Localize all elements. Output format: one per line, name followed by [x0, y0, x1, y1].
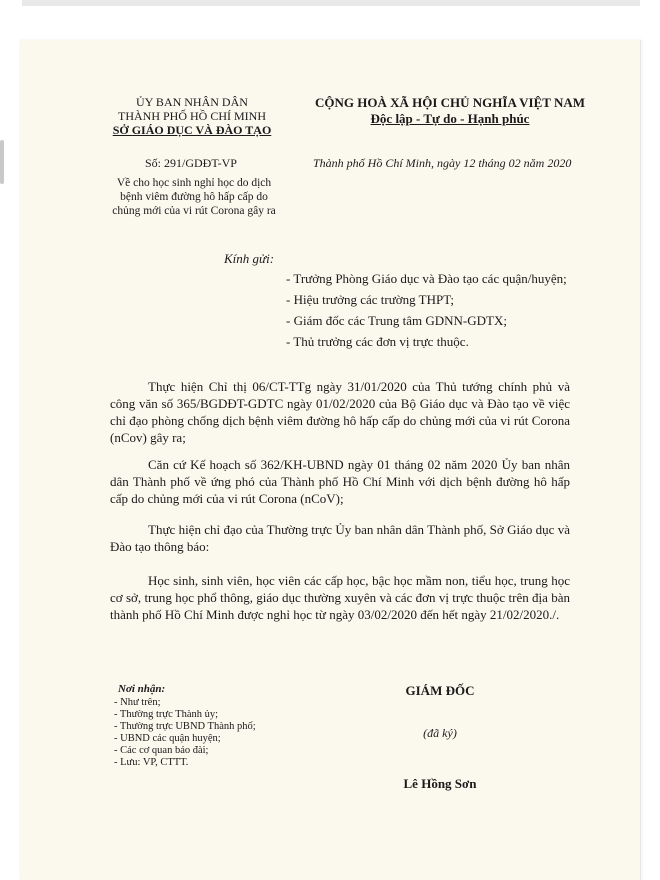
noi-nhan-item: - Thường trực Thành ủy; — [114, 709, 219, 720]
authority-line-1: ỦY BAN NHÂN DÂN — [136, 95, 248, 109]
noi-nhan-item: - Như trên; — [114, 697, 161, 708]
issuing-authority-block — [108, 95, 276, 137]
national-motto-block — [300, 95, 600, 127]
subject-line-2: bệnh viêm đường hô hấp cấp do — [120, 191, 268, 203]
signature-status: (đã ký) — [423, 726, 457, 740]
noi-nhan-item: - Lưu: VP, CTTT. — [114, 757, 189, 768]
subject-line-3: chủng mới của vi rút Corona gây ra — [112, 205, 276, 217]
body-paragraph-2: Căn cứ Kế hoạch số 362/KH-UBND ngày 01 tháng 02 năm 2020 Ủy ban nhân dân Thành phố về ứng phó của Thành phố Hồ Chí Minh với dịch bệnh đường hô hấp cấp do chủng mới của vi rút Corona (nCoV); — [110, 457, 570, 506]
recipient-item: - Hiệu trưởng các trường THPT; — [286, 292, 455, 307]
recipient-item: - Giám đốc các Trung tâm GDNN-GDTX; — [286, 313, 507, 328]
noi-nhan-item: - Thường trực UBND Thành phố; — [114, 721, 256, 732]
department-name: SỞ GIÁO DỤC VÀ ĐÀO TẠO — [112, 123, 272, 137]
document-subject — [102, 176, 286, 218]
national-motto: Độc lập - Tự do - Hạnh phúc — [370, 111, 530, 126]
page-edge-line — [640, 40, 641, 880]
recipients-heading: Kính gửi: — [224, 251, 275, 266]
recipients-list — [286, 268, 636, 352]
national-title: CỘNG HOÀ XÃ HỘI CHỦ NGHĨA VIỆT NAM — [314, 95, 586, 110]
authority-line-2: THÀNH PHỐ HỒ CHÍ MINH — [118, 109, 266, 123]
document-number: Số: 291/GDĐT-VP — [145, 156, 237, 170]
body-paragraph-4: Học sinh, sinh viên, học viên các cấp học, bậc học mầm non, tiểu học, trung học cơ sở, trung học phổ thông, giáo dục thường xuyên và các đơn vị trực thuộc trên địa bàn thành phố Hồ Chí Minh được nghỉ học từ ngày 03/02/2020 đến hết ngày 21/02/2020./. — [110, 573, 570, 622]
scroll-edge-marker — [0, 140, 4, 184]
noi-nhan-item: - Các cơ quan báo đài; — [114, 745, 209, 756]
noi-nhan-heading: Nơi nhận: — [118, 683, 166, 695]
document-date: Thành phố Hồ Chí Minh, ngày 12 tháng 02 năm 2020 — [313, 156, 572, 170]
subject-line-1: Về cho học sinh nghỉ học do dịch — [116, 177, 272, 189]
recipient-item: - Thủ trưởng các đơn vị trực thuộc. — [286, 334, 469, 349]
recipient-item: - Trưởng Phòng Giáo dục và Đào tạo các quận/huyện; — [286, 271, 567, 286]
body-paragraph-3: Thực hiện chỉ đạo của Thường trực Ủy ban nhân dân Thành phố, Sở Giáo dục và Đào tạo thông báo: — [110, 522, 570, 554]
top-bar — [22, 0, 640, 6]
noi-nhan-item: - UBND các quận huyện; — [114, 733, 221, 744]
signatory-name: Lê Hồng Sơn — [403, 776, 477, 791]
signature-title: GIÁM ĐỐC — [405, 683, 475, 698]
body-paragraph-1: Thực hiện Chỉ thị 06/CT-TTg ngày 31/01/2020 của Thủ tướng chính phủ và công văn số 365/BGDĐT-GDTC ngày 01/02/2020 của Bộ Giáo dục và Đào tạo về việc chỉ đạo phòng chống dịch bệnh viêm đường hô hấp cấp do chủng mới của vi rút Corona (nCov) gây ra; — [110, 379, 570, 445]
noi-nhan-list — [114, 697, 314, 769]
